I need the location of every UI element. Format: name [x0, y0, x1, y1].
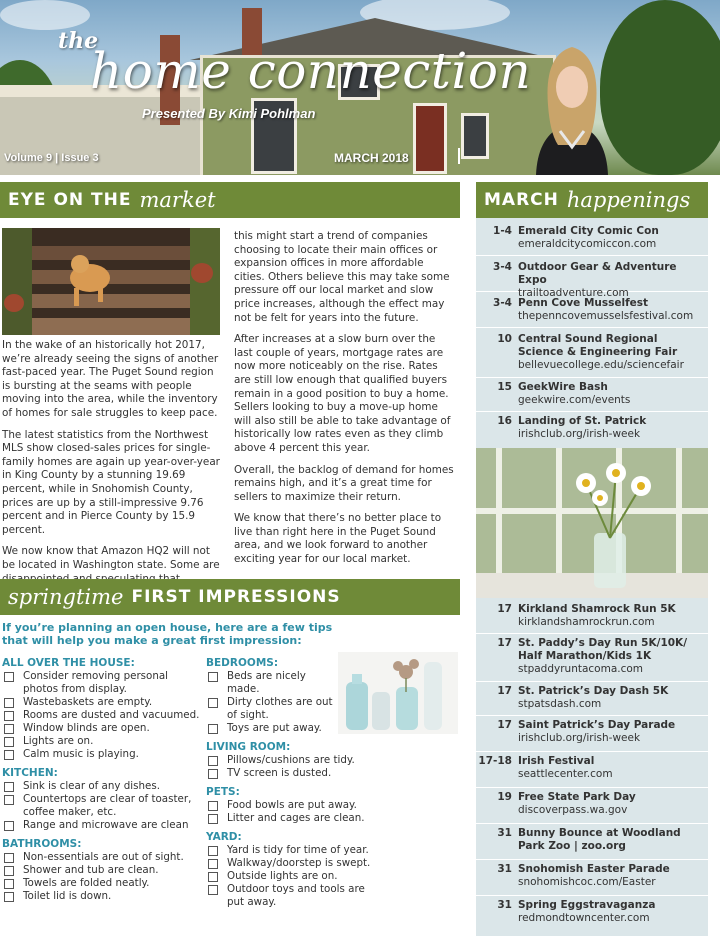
- checklist-item-label: Consider removing personal photos from display.: [23, 670, 169, 695]
- event-link[interactable]: redmondtowncenter.com: [518, 912, 650, 924]
- event-item: [476, 258, 708, 299]
- checklist-item[interactable]: [206, 754, 456, 767]
- event-date: 3-4: [493, 297, 512, 309]
- event-name: Central Sound Regional Science & Engineering Fair: [518, 333, 678, 358]
- market-heading-script: market: [139, 188, 216, 212]
- checklist-heading: BATHROOMS:: [2, 838, 82, 850]
- event-item: [476, 222, 708, 256]
- checklist-item-label: Beds are nicely made.: [227, 670, 306, 695]
- checkbox[interactable]: [4, 782, 14, 792]
- checklist-item-label: Countertops are clear of toaster, coffee maker, etc.: [23, 793, 192, 818]
- article-paragraph: After increases at a slow burn over the last couple of years, mortgage rates are now more noticeably on the rise. Rates are still low enough that qualified buyers remain in a good position to buy a home. Sellers looking to buy a move-up home will also still be able to take advantage of historically low rates even as they climb above 4 percent this year.: [234, 333, 451, 454]
- event-item: [476, 600, 708, 634]
- checklist-item[interactable]: [2, 877, 202, 890]
- event-link[interactable]: emeraldcitycomiccon.com: [518, 238, 657, 250]
- tree-shape: [600, 0, 720, 175]
- checkbox[interactable]: [208, 756, 218, 766]
- checklist-item[interactable]: [2, 748, 202, 761]
- divider: [458, 148, 460, 164]
- masthead: [0, 0, 720, 175]
- article-paragraph: The latest statistics from the Northwest MLS show closed-sales prices for single-family homes are again up year-over-year in King County by a stunning 19.69 percent, while in Snohomish County, prices are up by a still-impressive 9.76 percent and in Pierce County by 15.9 percent.: [2, 428, 220, 536]
- event-name: Snohomish Easter Parade: [518, 863, 670, 875]
- event-link[interactable]: seattlecenter.com: [518, 768, 613, 780]
- checklist-item[interactable]: [2, 851, 202, 864]
- article-paragraph: We now know that Amazon HQ2 will not be located in Washington state. Some are: [2, 545, 220, 571]
- checkbox[interactable]: [208, 814, 218, 824]
- checklist-item[interactable]: [206, 844, 456, 857]
- checklist-item[interactable]: [2, 780, 202, 793]
- checklist-item[interactable]: [206, 696, 338, 722]
- event-date: 1-4: [493, 225, 512, 237]
- checklist-item[interactable]: [2, 709, 202, 722]
- event-item: [476, 634, 708, 682]
- event-link[interactable]: geekwire.com/events: [518, 394, 631, 406]
- checklist-item[interactable]: [206, 767, 456, 780]
- volume-issue: Volume 9 | Issue 3: [4, 152, 99, 164]
- event-date: 3-4: [493, 261, 512, 273]
- checklist-group: [2, 657, 202, 761]
- checklist-item-label: Range and microwave are clean: [23, 819, 189, 831]
- checkbox[interactable]: [4, 737, 14, 747]
- checkbox[interactable]: [4, 698, 14, 708]
- checklist-group: [206, 741, 456, 780]
- event-date: 17: [497, 685, 512, 697]
- door-shape: [413, 103, 447, 174]
- event-item: [476, 716, 708, 752]
- event-link[interactable]: stpatsdash.com: [518, 698, 602, 710]
- checkbox[interactable]: [4, 750, 14, 760]
- checklist-left-column: [2, 657, 202, 909]
- checkbox[interactable]: [208, 769, 218, 779]
- checkbox[interactable]: [208, 724, 218, 734]
- checklist-item[interactable]: [2, 670, 202, 696]
- checklist-item[interactable]: [2, 696, 202, 709]
- checkbox[interactable]: [208, 859, 218, 869]
- event-link[interactable]: discoverpass.wa.gov: [518, 804, 628, 816]
- impressions-section-heading: [0, 579, 460, 615]
- checklist-item[interactable]: [2, 735, 202, 748]
- checklist-item[interactable]: [206, 722, 338, 735]
- event-date: 17: [497, 637, 512, 649]
- event-link[interactable]: stpaddyruntacoma.com: [518, 663, 644, 675]
- checklist-item-label: Rooms are dusted and vacuumed.: [23, 709, 200, 721]
- tips-intro: If you’re planning an open house, here are a few tips that will help you make a great first impression:: [2, 621, 333, 647]
- market-heading-caps: EYE ON THE: [8, 190, 132, 210]
- checklist-item-label: Wastebaskets are empty.: [23, 696, 153, 708]
- event-link[interactable]: thepenncovemusselsfestival.com: [518, 310, 694, 322]
- checklist-group: [206, 831, 456, 909]
- checkbox[interactable]: [208, 672, 218, 682]
- presented-by: Presented By Kimi Pohlman: [142, 106, 316, 121]
- event-item: [476, 378, 708, 412]
- checklist-group: [206, 786, 456, 825]
- happenings-heading-script: happenings: [566, 188, 691, 212]
- article-paragraph: We know that there’s no better place to live than right here in the Puget Sound area, and we look forward to another exciting year for our local market.: [234, 512, 442, 566]
- checklist-item-label: Non-essentials are out of sight.: [23, 851, 184, 863]
- impressions-heading-script: springtime: [8, 585, 124, 609]
- checkbox[interactable]: [208, 872, 218, 882]
- event-name: Bunny Bounce at Woodland Park Zoo | zoo.org: [518, 827, 681, 852]
- event-date: 17: [497, 603, 512, 615]
- checklist-item-label: Shower and tub are clean.: [23, 864, 159, 876]
- event-item: [476, 682, 708, 716]
- checklist-heading: ALL OVER THE HOUSE:: [2, 657, 135, 669]
- event-name: Spring Eggstravaganza: [518, 899, 656, 911]
- checklist-item-label: Sink is clear of any dishes.: [23, 780, 160, 792]
- checkbox[interactable]: [208, 801, 218, 811]
- checklist-item-label: Dirty clothes are out of sight.: [227, 696, 333, 721]
- event-date: 16: [497, 415, 512, 427]
- impressions-heading-caps: FIRST IMPRESSIONS: [131, 587, 341, 607]
- checklist-heading: YARD:: [206, 831, 242, 843]
- event-name: Irish Festival: [518, 755, 595, 767]
- checklist-group: [2, 838, 202, 903]
- checklist-item[interactable]: [206, 870, 456, 883]
- cat-on-stairs-photo: [2, 228, 220, 335]
- event-link[interactable]: trailtoadventure.com: [518, 287, 629, 299]
- checkbox[interactable]: [208, 846, 218, 856]
- checkbox[interactable]: [4, 866, 14, 876]
- checklist-item-label: Toilet lid is down.: [23, 890, 112, 902]
- event-name: Kirkland Shamrock Run 5K: [518, 603, 676, 615]
- checkbox[interactable]: [208, 885, 218, 895]
- newsletter-title: home connection: [90, 42, 532, 100]
- checkbox[interactable]: [4, 821, 14, 831]
- article-paragraph: In the wake of an historically hot 2017, we’re already seeing the signs of another fast-paced year. The Puget Sound region is bursting at the seams with people moving into the area, while the inventory of homes for sale struggles to keep pace.: [2, 339, 219, 419]
- checkbox[interactable]: [4, 711, 14, 721]
- checklist-item[interactable]: [206, 799, 456, 812]
- checkbox[interactable]: [4, 892, 14, 902]
- checkbox[interactable]: [4, 672, 14, 682]
- event-name: Emerald City Comic Con: [518, 225, 659, 237]
- checklist-group: [206, 657, 338, 735]
- event-name: Penn Cove Musselfest: [518, 297, 649, 309]
- happenings-heading-caps: MARCH: [484, 190, 559, 210]
- checkbox[interactable]: [208, 698, 218, 708]
- issue-date: MARCH 2018: [334, 151, 409, 165]
- article-paragraph: this might start a trend of companies choosing to locate their main offices or expansion offices in more affordable cities. Others believe this may take some pressure off our local market and slow price increases, although the effect may not be felt for years into the future.: [234, 230, 450, 324]
- checklist-group: [2, 767, 202, 832]
- checklist-item-label: Food bowls are put away.: [227, 799, 357, 811]
- event-item: [476, 294, 708, 328]
- market-article-column-1: [2, 339, 224, 594]
- checklist-item-label: Calm music is playing.: [23, 748, 139, 760]
- market-section-heading: [0, 182, 460, 218]
- checklist-item[interactable]: [2, 890, 202, 903]
- checkbox[interactable]: [4, 853, 14, 863]
- event-name: Free State Park Day: [518, 791, 636, 803]
- happenings-section-heading: [476, 182, 708, 218]
- checklist-heading: PETS:: [206, 786, 240, 798]
- event-name: St. Patrick’s Day Dash 5K: [518, 685, 669, 697]
- checklist-heading: KITCHEN:: [2, 767, 58, 779]
- checklist-item[interactable]: [206, 812, 456, 825]
- checkbox[interactable]: [4, 795, 14, 805]
- event-name: St. Paddy’s Day Run 5K/10K/ Half Marathon/Kids 1K: [518, 637, 688, 662]
- event-link[interactable]: irishclub.org/irish-week: [518, 428, 641, 440]
- event-item: [476, 752, 708, 788]
- checklist-item[interactable]: [2, 793, 202, 819]
- event-date: 31: [497, 827, 512, 839]
- checklist-item[interactable]: [206, 857, 456, 870]
- checklist-item[interactable]: [2, 864, 202, 877]
- event-date: 19: [497, 791, 512, 803]
- event-link[interactable]: kirklandshamrockrun.com: [518, 616, 655, 628]
- event-link[interactable]: bellevuecollege.edu/sciencefair: [518, 359, 684, 371]
- event-item: [476, 788, 708, 824]
- event-name: Outdoor Gear & Adventure Expo: [518, 261, 677, 286]
- event-date: 31: [497, 899, 512, 911]
- event-name: Landing of St. Patrick: [518, 415, 647, 427]
- event-name: GeekWire Bash: [518, 381, 608, 393]
- checklist-item[interactable]: [206, 883, 376, 909]
- checkbox[interactable]: [4, 879, 14, 889]
- checklist-item-label: Litter and cages are clean.: [227, 812, 365, 824]
- article-paragraph: Overall, the backlog of demand for homes remains high, and it’s a great time for sellers to maximize their return.: [234, 463, 454, 503]
- checklist-item-label: Pillows/cushions are tidy.: [227, 754, 355, 766]
- checklist-item[interactable]: [206, 670, 338, 696]
- market-article-column-2: [234, 230, 456, 575]
- event-date: 17: [497, 719, 512, 731]
- cloud-shape: [0, 0, 90, 30]
- checklist-right-column: [206, 657, 371, 915]
- checklist-item-label: Outdoor toys and tools are put away.: [227, 883, 365, 908]
- checklist-item-label: Walkway/doorstep is swept.: [227, 857, 371, 869]
- agent-portrait: [526, 35, 618, 175]
- window-shape: [461, 113, 489, 159]
- event-item: [476, 860, 708, 896]
- event-link[interactable]: irishclub.org/irish-week: [518, 732, 641, 744]
- checklist-item-label: Yard is tidy for time of year.: [227, 844, 369, 856]
- event-date: 17-18: [478, 755, 512, 767]
- checklist-item-label: Window blinds are open.: [23, 722, 150, 734]
- event-item: [476, 824, 708, 860]
- checklist-heading: BEDROOMS:: [206, 657, 279, 669]
- event-item: [476, 896, 708, 932]
- checklist-item-label: Towels are folded neatly.: [23, 877, 150, 889]
- checklist-item[interactable]: [2, 819, 202, 832]
- event-date: 15: [497, 381, 512, 393]
- glass-bottles-photo: [338, 652, 458, 734]
- checklist-heading: LIVING ROOM:: [206, 741, 291, 753]
- daisies-in-jar-photo: [476, 448, 708, 598]
- checkbox[interactable]: [4, 724, 14, 734]
- checklist-item-label: Toys are put away.: [227, 722, 322, 734]
- event-item: [476, 330, 708, 378]
- event-item: [476, 412, 708, 446]
- masthead-the: the: [58, 28, 99, 54]
- event-date: 10: [497, 333, 512, 345]
- checklist-item-label: Lights are on.: [23, 735, 94, 747]
- checklist-item-label: Outside lights are on.: [227, 870, 338, 882]
- checklist-item[interactable]: [2, 722, 202, 735]
- event-link[interactable]: snohomishcoc.com/Easter: [518, 876, 656, 888]
- event-date: 31: [497, 863, 512, 875]
- event-name: Saint Patrick’s Day Parade: [518, 719, 676, 731]
- checklist-item-label: TV screen is dusted.: [227, 767, 332, 779]
